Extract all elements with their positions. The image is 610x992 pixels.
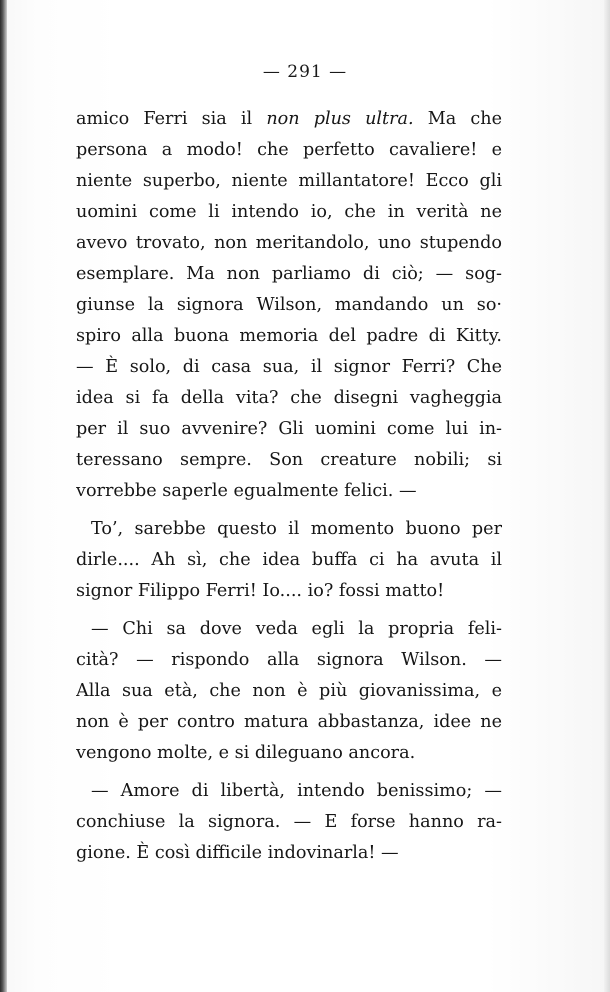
text-line: non è per contro matura abbastanza, idee ne — [76, 712, 502, 732]
text-line: gione. È così difficile indovinarla! — — [76, 843, 399, 863]
text-line: esemplare. Ma non parliamo di ciò; — sog- — [76, 264, 502, 284]
text-line: — Amore di libertà, intendo benissimo; — — [91, 781, 502, 801]
page-binding-shadow — [0, 0, 7, 992]
text-line: amico Ferri sia il non plus ultra. Ma che — [76, 109, 502, 129]
page-number: — 291 — — [262, 62, 348, 82]
text-line: teressano sempre. Son creature nobili; si — [76, 450, 502, 470]
page-edge — [604, 0, 610, 992]
text-line: vengono molte, e si dileguano ancora. — [76, 743, 416, 763]
text-line: idea si fa della vita? che disegni vagheggia — [76, 388, 502, 408]
text-line: uomini come li intendo io, che in verità ne — [76, 202, 502, 222]
text-line: niente superbo, niente millantatore! Ecco gli — [76, 171, 502, 191]
text-line: — Chi sa dove veda egli la propria feli- — [91, 619, 502, 639]
text-line: Alla sua età, che non è più giovanissima, e — [76, 681, 502, 701]
text-line: — È solo, di casa sua, il signor Ferri? Che — [76, 357, 502, 377]
text-line: avevo trovato, non meritandolo, uno stupendo — [76, 233, 502, 253]
text-line: persona a modo! che perfetto cavaliere! e — [76, 140, 502, 160]
text-line: spiro alla buona memoria del padre di Kitty. — [76, 326, 502, 346]
text-line: vorrebbe saperle egualmente felici. — — [76, 481, 417, 501]
latin-phrase: non plus ultra. — [266, 109, 414, 129]
text-line: giunse la signora Wilson, mandando un so· — [76, 295, 502, 315]
text-line: conchiuse la signora. — E forse hanno ra- — [76, 812, 502, 832]
text-line: cità? — rispondo alla signora Wilson. — — [76, 650, 502, 670]
text-line: dirle.... Ah sì, che idea buffa ci ha avuta il — [76, 550, 502, 570]
text-line: per il suo avvenire? Gli uomini come lui in- — [76, 419, 502, 439]
text-line: signor Filippo Ferri! Io.... io? fossi matto! — [76, 581, 445, 601]
text-line: To’, sarebbe questo il momento buono per — [91, 519, 502, 539]
body-text — [76, 104, 502, 869]
